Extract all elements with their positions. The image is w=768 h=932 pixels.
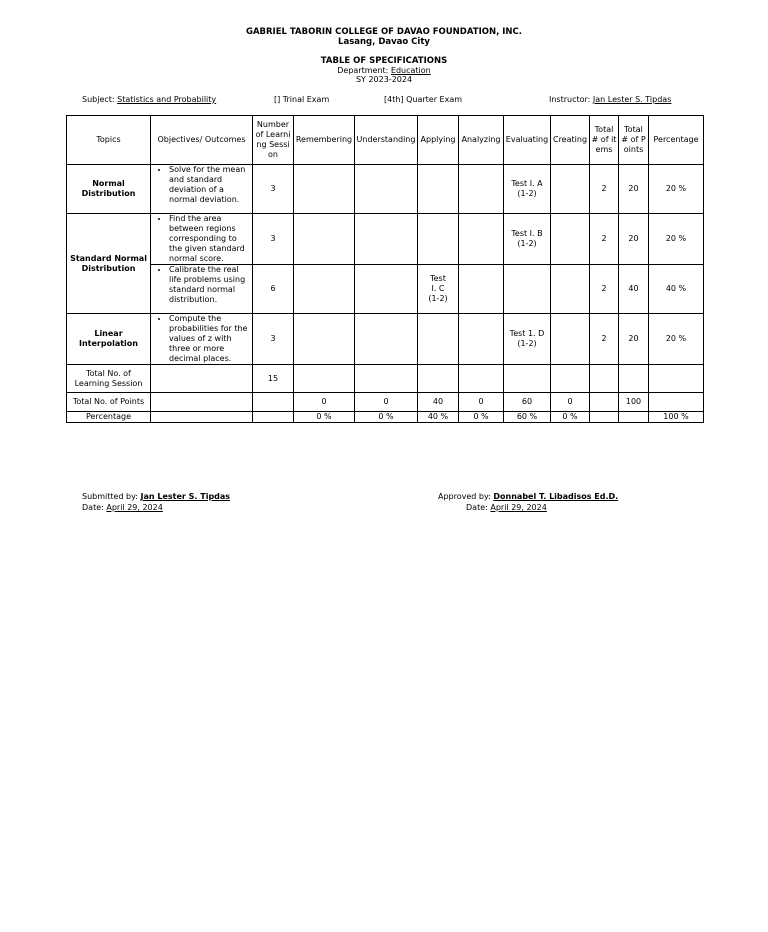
evaluating-cell: Test I. A (1-2)	[504, 165, 551, 214]
applying-total: 40	[418, 393, 459, 412]
analyzing-cell	[459, 214, 504, 265]
sessions-cell: 3	[253, 165, 294, 214]
evaluating-cell: Test 1. D (1-2)	[504, 314, 551, 365]
understanding-percent: 0 %	[355, 412, 418, 423]
evaluating-cell: Test I. B (1-2)	[504, 214, 551, 265]
header-topics: Topics	[67, 116, 151, 165]
sessions-cell: 3	[253, 214, 294, 265]
submitted-date-label: Date:	[82, 503, 104, 512]
total-sessions-value: 15	[253, 365, 294, 393]
institution-name: GABRIEL TABORIN COLLEGE OF DAVAO FOUNDATION, INC.	[245, 27, 523, 37]
topic-cell: Standard Normal Distribution	[67, 214, 151, 314]
table-header-row	[67, 116, 704, 165]
understanding-cell	[355, 265, 418, 314]
analyzing-percent: 0 %	[459, 412, 504, 423]
sessions-cell: 6	[253, 265, 294, 314]
department-line	[0, 66, 768, 75]
header-evaluating: Evaluating	[504, 116, 551, 165]
header-total-items: Total # of items	[590, 116, 619, 165]
remembering-total: 0	[294, 393, 355, 412]
school-year: SY 2023-2024	[355, 75, 413, 84]
remembering-cell	[294, 214, 355, 265]
approved-date-label: Date:	[466, 503, 488, 512]
table-row	[67, 265, 704, 314]
approved-date: April 29, 2024	[490, 503, 547, 512]
understanding-cell	[355, 165, 418, 214]
sessions-cell: 3	[253, 314, 294, 365]
creating-total: 0	[551, 393, 590, 412]
remembering-percent: 0 %	[294, 412, 355, 423]
submitted-by-line	[82, 492, 230, 501]
evaluating-cell	[504, 265, 551, 314]
header-sessions: Number of Learning Session	[253, 116, 294, 165]
analyzing-cell	[459, 265, 504, 314]
objective-cell	[151, 165, 253, 214]
subject-line	[82, 95, 216, 104]
creating-cell	[551, 214, 590, 265]
analyzing-total: 0	[459, 393, 504, 412]
header-percentage: Percentage	[649, 116, 704, 165]
instructor-label: Instructor:	[549, 95, 591, 104]
remembering-cell	[294, 165, 355, 214]
table-row	[67, 214, 704, 265]
total-points-row	[67, 393, 704, 412]
percentage-row	[67, 412, 704, 423]
applying-cell	[418, 165, 459, 214]
approved-date-line	[466, 503, 547, 512]
objective-text: • Solve for the mean and standard deviation of a normal deviation.	[169, 165, 252, 205]
document-title: TABLE OF SPECIFICATIONS	[320, 56, 448, 66]
points-cell: 20	[619, 314, 649, 365]
institution-location: Lasang, Davao City	[338, 37, 430, 47]
table-row	[67, 314, 704, 365]
objective-cell	[151, 214, 253, 265]
subject-label: Subject:	[82, 95, 115, 104]
items-cell: 2	[590, 165, 619, 214]
submitted-label: Submitted by:	[82, 492, 138, 501]
objective-text: • Compute the probabilities for the values of z with three or more decimal places.	[169, 314, 252, 364]
submitted-name: Jan Lester S. Tipdas	[140, 492, 231, 501]
submitted-date-line	[82, 503, 163, 512]
total-points-label: Total No. of Points	[67, 393, 151, 412]
objective-text: • Calibrate the real life problems using standard normal distribution.	[169, 265, 252, 305]
header-applying: Applying	[418, 116, 459, 165]
percentage-cell: 20 %	[649, 314, 704, 365]
topic-cell: Normal Distribution	[67, 165, 151, 214]
percentage-label: Percentage	[67, 412, 151, 423]
header-remembering: Remembering	[294, 116, 355, 165]
quarter-exam: [4th] Quarter Exam	[384, 95, 463, 104]
creating-cell	[551, 314, 590, 365]
header-creating: Creating	[551, 116, 590, 165]
submitted-date: April 29, 2024	[106, 503, 163, 512]
evaluating-percent: 60 %	[504, 412, 551, 423]
creating-cell	[551, 265, 590, 314]
objective-text: • Find the area between regions corresponding to the given standard normal score.	[169, 214, 252, 264]
header-understanding: Understanding	[355, 116, 418, 165]
creating-percent: 0 %	[551, 412, 590, 423]
objective-cell	[151, 314, 253, 365]
understanding-total: 0	[355, 393, 418, 412]
applying-percent: 40 %	[418, 412, 459, 423]
approved-by-line	[438, 492, 618, 501]
points-cell: 20	[619, 214, 649, 265]
remembering-cell	[294, 265, 355, 314]
percentage-cell: 20 %	[649, 214, 704, 265]
percentage-cell: 20 %	[649, 165, 704, 214]
items-cell: 2	[590, 314, 619, 365]
instructor-value: Jan Lester S. Tipdas	[592, 95, 672, 104]
specifications-table	[66, 115, 704, 423]
applying-cell: Test I. C (1-2)	[418, 265, 459, 314]
header-total-points: Total # of Points	[619, 116, 649, 165]
total-sessions-label: Total No. of Learning Session	[67, 365, 151, 393]
creating-cell	[551, 165, 590, 214]
evaluating-total: 60	[504, 393, 551, 412]
department-label: Department:	[337, 66, 389, 75]
topic-cell: Linear Interpolation	[67, 314, 151, 365]
instructor-line	[549, 95, 671, 104]
applying-cell	[418, 214, 459, 265]
items-cell: 2	[590, 214, 619, 265]
analyzing-cell	[459, 165, 504, 214]
percent-grand-total: 100 %	[649, 412, 704, 423]
remembering-cell	[294, 314, 355, 365]
table-row	[67, 165, 704, 214]
points-cell: 20	[619, 165, 649, 214]
objective-cell	[151, 265, 253, 314]
total-sessions-row	[67, 365, 704, 393]
header-analyzing: Analyzing	[459, 116, 504, 165]
analyzing-cell	[459, 314, 504, 365]
points-cell: 40	[619, 265, 649, 314]
header-objectives: Objectives/ Outcomes	[151, 116, 253, 165]
subject-value: Statistics and Probability	[117, 95, 217, 104]
points-grand-total: 100	[619, 393, 649, 412]
understanding-cell	[355, 314, 418, 365]
items-cell: 2	[590, 265, 619, 314]
understanding-cell	[355, 214, 418, 265]
department-value: Education	[390, 66, 431, 75]
percentage-cell: 40 %	[649, 265, 704, 314]
approved-label: Approved by:	[438, 492, 491, 501]
exam-type: [] Trinal Exam	[274, 95, 330, 104]
approved-name: Donnabel T. Libadisos Ed.D.	[493, 492, 619, 501]
applying-cell	[418, 314, 459, 365]
